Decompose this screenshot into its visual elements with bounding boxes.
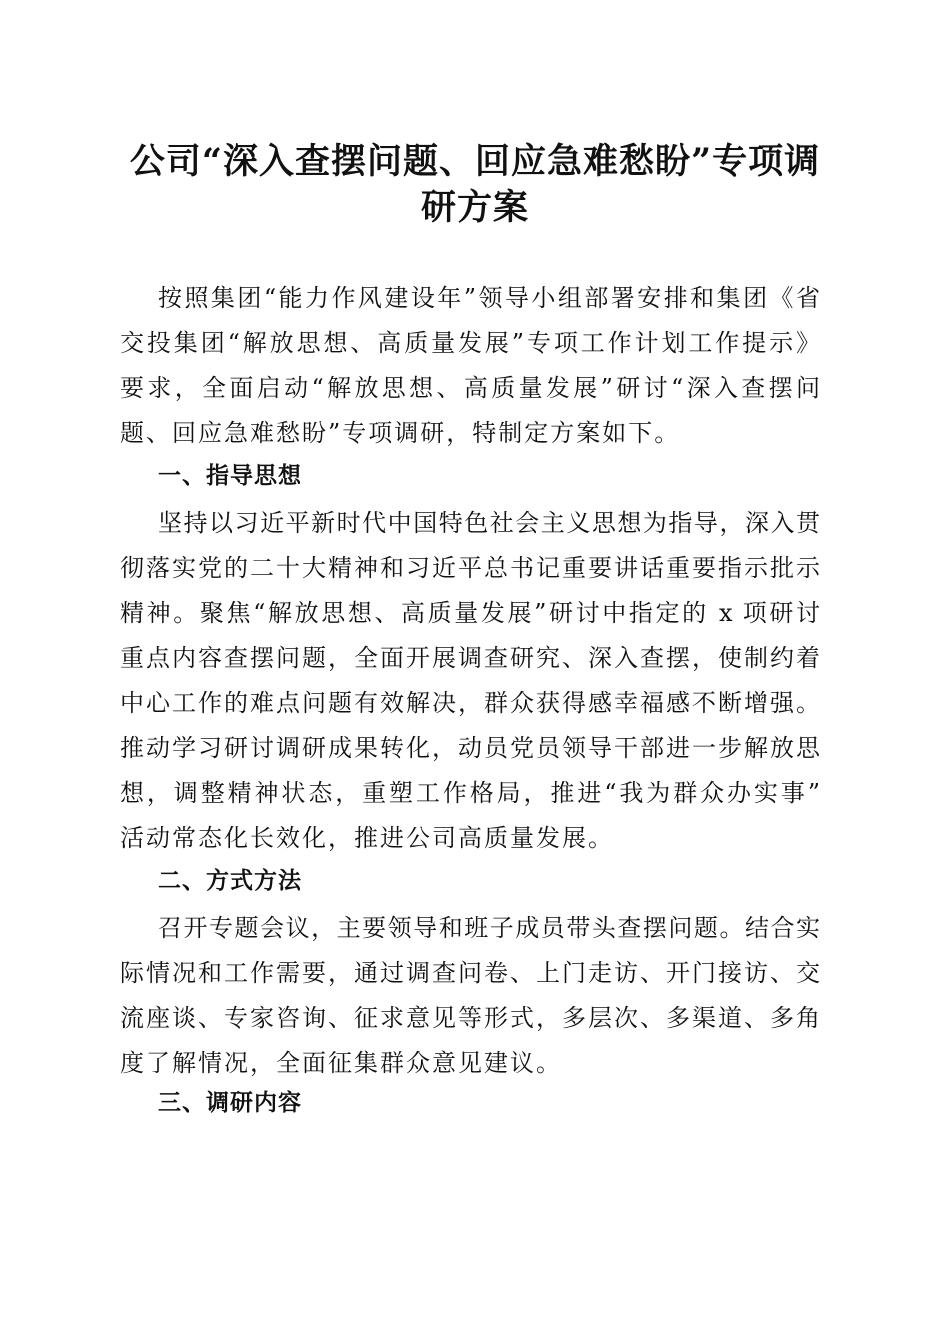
intro-line: 按照集团“能力作风建设年”领导小组部署安排和集团《省 [158,284,820,312]
intro-line: 交投集团“解放思想、高质量发展”专项工作计划工作提示》 [120,329,820,357]
section-1-line: 中心工作的难点问题有效解决，群众获得感幸福感不断增强。 [120,689,820,717]
section-2-line: 际情况和工作需要，通过调查问卷、上门走访、开门接访、交 [120,959,820,987]
section-heading-research-content: 三、调研内容 [158,1090,302,1116]
section-heading-methods: 二、方式方法 [158,868,302,894]
section-1-line: 想，调整精神状态，重塑工作格局，推进“我为群众办实事” [120,779,820,807]
intro-line: 题、回应急难愁盼”专项调研，特制定方案如下。 [120,419,681,447]
section-heading-guiding-ideology: 一、指导思想 [158,463,302,489]
section-2-line: 召开专题会议，主要领导和班子成员带头查摆问题。结合实 [158,914,820,942]
section-2-line: 流座谈、专家咨询、征求意见等形式，多层次、多渠道、多角 [120,1004,820,1032]
document-title-line-1: 公司“深入查摆问题、回应急难愁盼”专项调 [129,141,821,182]
section-1-line: 坚持以习近平新时代中国特色社会主义思想为指导，深入贯 [158,509,820,537]
section-1-line: 精神。聚焦“解放思想、高质量发展”研讨中指定的 x 项研讨 [120,599,820,627]
section-1-line: 彻落实党的二十大精神和习近平总书记重要讲话重要指示批示 [120,554,820,582]
intro-line: 要求，全面启动“解放思想、高质量发展”研讨“深入查摆问 [120,374,820,402]
section-1-line: 推动学习研讨调研成果转化，动员党员领导干部进一步解放思 [120,734,820,762]
section-1-line: 重点内容查摆问题，全面开展调查研究、深入查摆，使制约着 [120,644,820,672]
document-title-line-2: 研方案 [420,187,529,228]
section-1-line: 活动常态化长效化，推进公司高质量发展。 [120,824,614,852]
section-2-line: 度了解情况，全面征集群众意见建议。 [120,1049,562,1077]
